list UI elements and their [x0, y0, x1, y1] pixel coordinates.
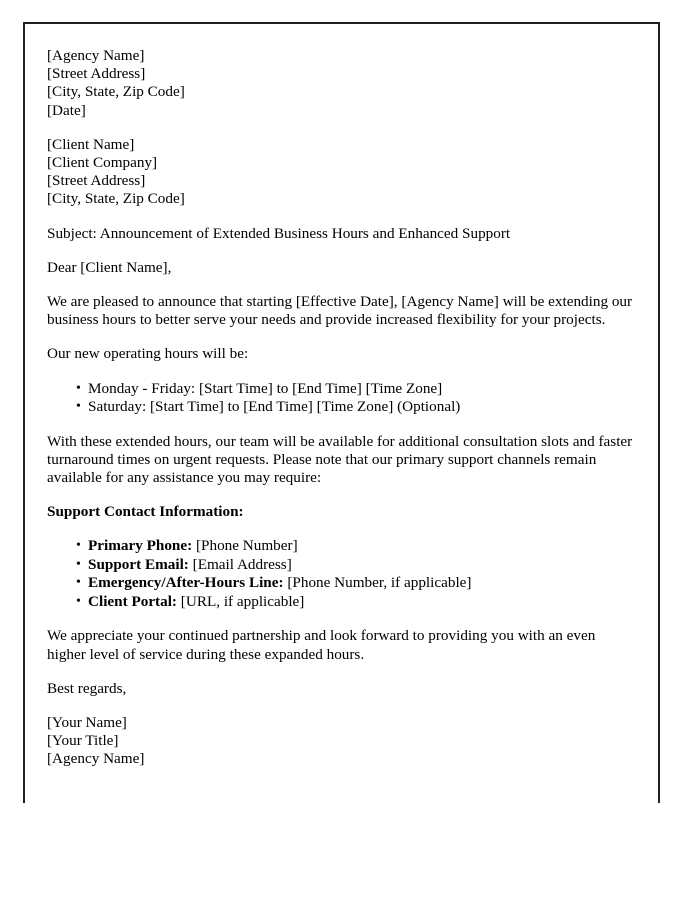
sender-address-block: [47, 47, 637, 120]
signature-block: [47, 714, 637, 769]
contact-value: [Phone Number, if applicable]: [287, 574, 472, 592]
recipient-address-line: [City, State, Zip Code]: [47, 190, 185, 208]
contact-value: [Email Address]: [192, 555, 292, 573]
list-item: • Monday - Friday: [Start Time] to [End Time] [Time Zone]: [47, 380, 637, 399]
recipient-address-line: [Client Name]: [47, 135, 135, 153]
recipient-address-block: [47, 136, 637, 209]
list-item: [47, 574, 637, 593]
recipient-address-line: [Street Address]: [47, 172, 146, 190]
contact-value: [Phone Number]: [195, 537, 298, 555]
contact-label: Emergency/After-Hours Line:: [88, 574, 284, 592]
signature-line: [Your Name]: [47, 714, 127, 732]
closing-line: Best regards,: [47, 679, 127, 697]
subject-line: Subject: Announcement of Extended Business Hours and Enhanced Support: [47, 224, 511, 242]
signature-line: [Your Title]: [47, 732, 119, 750]
support-contact-list: [47, 537, 637, 611]
sender-address-line: [City, State, Zip Code]: [47, 83, 185, 101]
support-contact-heading: Support Contact Information:: [47, 503, 244, 521]
contact-value: [URL, if applicable]: [180, 592, 305, 610]
list-item: [47, 556, 637, 575]
sender-address-line: [Street Address]: [47, 65, 146, 83]
signature-line: [Agency Name]: [47, 750, 145, 768]
letter-body: [47, 47, 637, 785]
list-item: [47, 537, 637, 556]
paragraph-appreciation: We appreciate your continued partnership and look forward to providing you with an even higher level of service during these expanded hours.: [47, 627, 596, 663]
operating-hours-list: [47, 380, 637, 417]
contact-label: Client Portal:: [88, 592, 177, 610]
list-item: [47, 593, 637, 612]
sender-address-line: [Agency Name]: [47, 47, 145, 64]
recipient-address-line: [Client Company]: [47, 154, 158, 172]
list-item: • Saturday: [Start Time] to [End Time] [Time Zone] (Optional): [47, 398, 637, 417]
contact-label: Primary Phone:: [88, 537, 193, 555]
paragraph-availability: With these extended hours, our team will be available for additional consultation slots and faster turnaround times on urgent requests. Please note that our primary support channels remain available for any assistance you may require:: [47, 432, 633, 487]
sender-address-line: [Date]: [47, 101, 86, 119]
salutation: Dear [Client Name],: [47, 258, 172, 276]
operating-hours-intro: Our new operating hours will be:: [47, 345, 249, 363]
paragraph-announcement: We are pleased to announce that starting [Effective Date], [Agency Name] will be extending our business hours to better serve your needs and provide increased flexibility for your projects.: [47, 293, 633, 329]
contact-label: Support Email:: [88, 555, 189, 573]
